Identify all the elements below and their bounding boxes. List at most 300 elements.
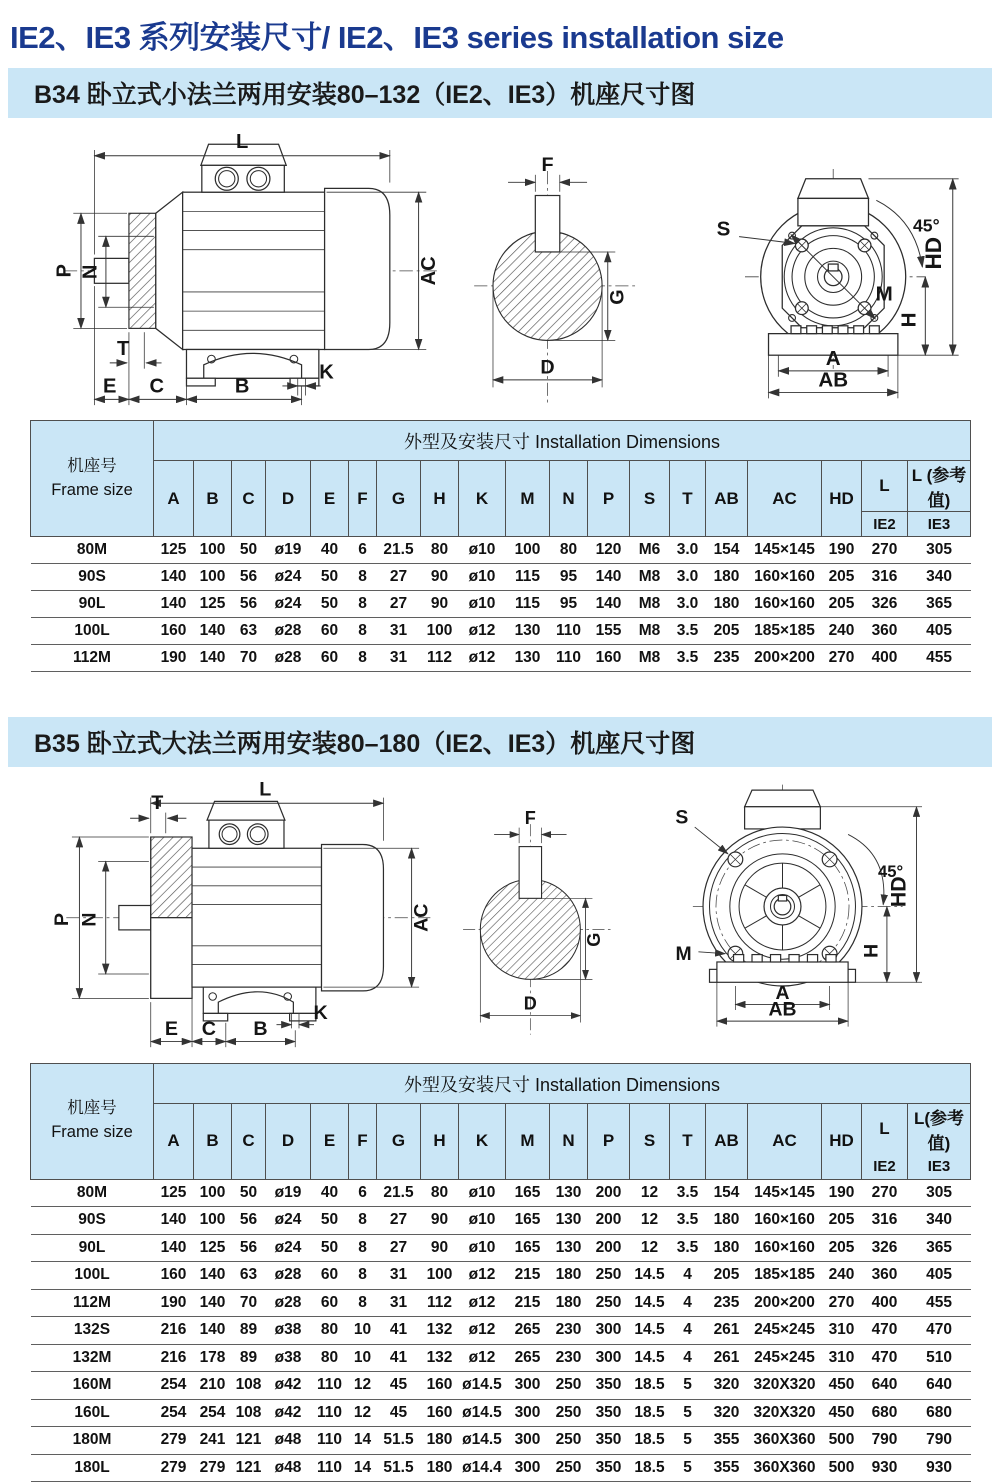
dimension-value-cell: 125 [194,1234,232,1262]
dim-label-AC: AC [417,256,440,286]
dimension-value-cell: 350 [588,1454,630,1482]
dimension-value-cell: ø28 [266,1289,311,1317]
dim-label-L: L [259,778,272,801]
dimension-value-cell: 205 [822,591,862,618]
dimension-value-cell: 100 [421,1262,459,1290]
dim-column-header: G [377,461,421,537]
dim-column-header: T [670,1104,706,1180]
dimension-value-cell: 21.5 [377,537,421,564]
dimension-value-cell: 200×200 [748,645,822,672]
dimension-value-cell: 40 [311,537,349,564]
dimension-value-cell: 90 [421,1234,459,1262]
dimension-value-cell: 50 [311,1207,349,1235]
dimension-value-cell: 300 [506,1427,550,1455]
dimension-value-cell: 100 [194,1179,232,1207]
dimension-value-cell: 60 [311,1262,349,1290]
frame-size-cell: 100L [31,618,154,645]
dim-label-T: T [117,338,130,361]
dim-label-G: G [584,932,605,947]
dimension-value-cell: 8 [349,645,377,672]
dim-label-G: G [606,289,629,305]
table-row [31,1344,971,1372]
dimension-value-cell: 31 [377,645,421,672]
shaft [119,905,151,929]
dimension-value-cell: 8 [349,1262,377,1290]
frame-size-cell: 112M [31,1289,154,1317]
dim-column-header: T [670,461,706,537]
dim-label-N: N [78,912,101,927]
dimension-value-cell: ø48 [266,1427,311,1455]
dimension-value-cell: 300 [588,1344,630,1372]
ie3-header: IE3 [908,512,971,537]
b34-dimensions-table [30,420,971,672]
dimension-value-cell: 70 [232,645,266,672]
dimension-value-cell: 130 [550,1179,588,1207]
dimension-value-cell: 21.5 [377,1179,421,1207]
dimension-value-cell: 180 [421,1427,459,1455]
dimension-value-cell: 405 [908,1262,971,1290]
dimension-value-cell: 680 [908,1399,971,1427]
dimension-value-cell: 320 [706,1372,748,1400]
dimension-value-cell: 8 [349,564,377,591]
frame-size-header-en: Frame size [51,1123,133,1142]
dimension-value-cell: 500 [822,1454,862,1482]
bell-housing [156,192,183,349]
flange-hatched [129,213,156,328]
dim-label-HD: HD [885,876,910,908]
dimension-value-cell: 930 [908,1454,971,1482]
table-row [31,564,971,591]
dim-label-K: K [313,1002,328,1025]
table-row [31,591,971,618]
dimension-value-cell: 154 [706,537,748,564]
dimension-value-cell: 56 [232,1234,266,1262]
ie2-header: IE2 [862,512,908,537]
dimension-value-cell: 310 [822,1344,862,1372]
dimension-value-cell: 140 [194,1262,232,1290]
motor-body [192,848,321,987]
dimension-value-cell: 14.5 [630,1289,670,1317]
dimension-value-cell: 12 [349,1399,377,1427]
dimension-value-cell: ø24 [266,591,311,618]
dim-column-header: K [459,461,506,537]
dimension-value-cell: 10 [349,1317,377,1345]
dimension-value-cell: 215 [506,1262,550,1290]
dimension-value-cell: 365 [908,1234,971,1262]
dimension-value-cell: 121 [232,1427,266,1455]
dimension-value-cell: 265 [506,1344,550,1372]
dimension-value-cell: 80 [311,1317,349,1345]
dim-label-H: H [860,943,883,958]
dim-column-header: E [311,461,349,537]
dim-label-45deg: 45° [912,215,940,236]
dim-column-header: HD [822,461,862,537]
dimension-value-cell: 160 [588,645,630,672]
dimension-value-cell: 108 [232,1372,266,1400]
dimension-value-cell: 470 [862,1344,908,1372]
dimension-value-cell: ø14.5 [459,1399,506,1427]
dimension-value-cell: ø38 [266,1317,311,1345]
dimension-value-cell: 310 [822,1317,862,1345]
dim-column-header: D [266,1104,311,1180]
frame-size-header-en: Frame size [51,480,133,499]
dimension-value-cell: M8 [630,591,670,618]
dimension-value-cell: 165 [506,1179,550,1207]
dimension-value-cell: 130 [550,1207,588,1235]
dimension-value-cell: 10 [349,1344,377,1372]
dimension-value-cell: 300 [588,1317,630,1345]
dim-column-header: P [588,461,630,537]
dimension-value-cell: 14 [349,1427,377,1455]
dim-column-header: C [232,461,266,537]
b34-drawings [0,118,1000,416]
dimension-value-cell: 60 [311,1289,349,1317]
dimension-value-cell: 360 [862,1262,908,1290]
dimension-value-cell: 40 [311,1179,349,1207]
dimension-value-cell: 245×245 [748,1317,822,1345]
dimension-value-cell: 140 [194,618,232,645]
dimension-value-cell: 254 [194,1399,232,1427]
dimension-value-cell: 178 [194,1344,232,1372]
dimension-value-cell: 112 [421,1289,459,1317]
dimension-value-cell: 18.5 [630,1372,670,1400]
dim-label-AB: AB [818,368,849,392]
dimension-value-cell: 180 [706,591,748,618]
key [828,264,838,271]
dim-label-D: D [540,356,555,379]
ie3-header: IE3 [908,1154,971,1179]
ie2-header: IE2 [862,1154,908,1179]
frame-size-cell: 90S [31,1207,154,1235]
dimension-value-cell: 100 [194,1207,232,1235]
dimension-value-cell: 3.0 [670,591,706,618]
dimension-value-cell: 279 [154,1454,194,1482]
dim-column-header: H [421,1104,459,1180]
dimension-value-cell: 261 [706,1344,748,1372]
dimension-value-cell: 180 [421,1454,459,1482]
dim-label-E: E [164,1017,178,1040]
frame-size-cell: 80M [31,1179,154,1207]
dimension-value-cell: 18.5 [630,1454,670,1482]
dimension-value-cell: ø10 [459,1179,506,1207]
dimension-value-cell: 510 [908,1344,971,1372]
b35-front-view-drawing [667,767,990,1059]
installation-dimensions-header: 外型及安装尺寸 Installation Dimensions [154,421,971,461]
dimension-value-cell: 360X360 [748,1454,822,1482]
table-row [31,645,971,672]
dimension-value-cell: 4 [670,1262,706,1290]
key [778,895,786,901]
dimension-value-cell: 160×160 [748,591,822,618]
dimension-value-cell: 245×245 [748,1344,822,1372]
frame-size-cell: 160M [31,1372,154,1400]
dimension-value-cell: 50 [311,591,349,618]
dimension-value-cell: 27 [377,1234,421,1262]
dim-label-HD: HD [920,237,946,270]
b35-table-body [31,1179,971,1482]
dimension-value-cell: 160×160 [748,1234,822,1262]
dimension-value-cell: 500 [822,1427,862,1455]
dim-label-F: F [541,154,554,177]
dim-label-A: A [775,981,790,1004]
dimension-value-cell: 340 [908,564,971,591]
dimension-value-cell: 200 [588,1207,630,1235]
frame-size-cell: 132M [31,1344,154,1372]
b34-shaft-section-drawing [461,118,696,416]
dim-column-header: N [550,1104,588,1180]
dimension-value-cell: 320X320 [748,1372,822,1400]
dimension-value-cell: 8 [349,591,377,618]
dimension-value-cell: M8 [630,645,670,672]
dim-label-B: B [234,375,250,398]
dimension-value-cell: 8 [349,1207,377,1235]
dimension-value-cell: 450 [822,1372,862,1400]
dimension-value-cell: 90 [421,1207,459,1235]
frame-size-cell: 100L [31,1262,154,1290]
dimension-value-cell: 270 [822,645,862,672]
dimension-value-cell: 41 [377,1317,421,1345]
dimension-value-cell: 250 [550,1399,588,1427]
table-row [31,1234,971,1262]
dimension-value-cell: 316 [862,1207,908,1235]
dim-label-D: D [523,993,537,1014]
foot-pad [290,1013,316,1021]
dim-column-header: AC [748,461,822,537]
l-column-header: L [862,461,908,512]
dimension-value-cell: 450 [822,1399,862,1427]
dim-column-header: A [154,1104,194,1180]
dim-label-F: F [524,808,536,829]
table-row [31,1427,971,1455]
table-row [31,1399,971,1427]
dim-column-header: AC [748,1104,822,1180]
flange-lower [151,918,192,999]
dimension-value-cell: 185×185 [748,618,822,645]
dimension-value-cell: 95 [550,591,588,618]
dimension-value-cell: 5 [670,1372,706,1400]
dimension-value-cell: 180 [550,1289,588,1317]
dimension-value-cell: 5 [670,1454,706,1482]
dimension-value-cell: 27 [377,564,421,591]
frame-size-header-cn: 机座号 [67,456,117,475]
dim-label-S: S [716,217,731,241]
dimension-value-cell: 205 [822,1207,862,1235]
dimension-value-cell: 45 [377,1372,421,1400]
terminal-box-lid [744,790,820,807]
table-row [31,1179,971,1207]
dimension-value-cell: 180 [550,1262,588,1290]
dimension-value-cell: 216 [154,1317,194,1345]
column-letters-row [31,1104,971,1155]
base-step [848,969,855,982]
dimension-value-cell: 110 [311,1454,349,1482]
dimension-value-cell: 154 [706,1179,748,1207]
dimension-value-cell: 12 [630,1179,670,1207]
dimension-value-cell: 120 [588,537,630,564]
dimension-value-cell: 235 [706,645,748,672]
dim-column-header: B [194,461,232,537]
dimension-value-cell: 145×145 [748,1179,822,1207]
dimension-value-cell: 110 [311,1427,349,1455]
b35-dimensions-table [30,1063,971,1482]
dim-label-C: C [201,1017,217,1040]
dimension-value-cell: 18.5 [630,1399,670,1427]
dimension-value-cell: 4 [670,1289,706,1317]
dimension-value-cell: 50 [232,1179,266,1207]
dimension-value-cell: 8 [349,618,377,645]
dimension-value-cell: 80 [421,1179,459,1207]
dimension-value-cell: 350 [588,1399,630,1427]
dimension-value-cell: M8 [630,618,670,645]
dimension-value-cell: 3.5 [670,1179,706,1207]
table-row [31,537,971,564]
dimension-value-cell: 279 [154,1427,194,1455]
l-column-header: L [862,1104,908,1155]
dimension-value-cell: 130 [550,1234,588,1262]
dimension-value-cell: 279 [194,1454,232,1482]
dimension-value-cell: 216 [154,1344,194,1372]
dimension-value-cell: 200 [588,1234,630,1262]
dimension-value-cell: 455 [908,645,971,672]
dimension-value-cell: 300 [506,1454,550,1482]
frame-size-header [31,1064,154,1180]
installation-dimensions-header: 外型及安装尺寸 Installation Dimensions [154,1064,971,1104]
dimension-value-cell: 241 [194,1427,232,1455]
dimension-value-cell: 240 [822,618,862,645]
motor-body [183,192,325,349]
dimension-value-cell: ø38 [266,1344,311,1372]
dimension-value-cell: 250 [588,1289,630,1317]
dimension-value-cell: 140 [194,645,232,672]
dimension-value-cell: 160×160 [748,1207,822,1235]
dim-column-header: M [506,1104,550,1180]
dimension-value-cell: 14 [349,1454,377,1482]
dimension-value-cell: 90 [421,591,459,618]
dimension-value-cell: 210 [194,1372,232,1400]
dimension-value-cell: 89 [232,1344,266,1372]
dimension-value-cell: 360 [862,618,908,645]
dimension-value-cell: 180 [706,564,748,591]
dimension-value-cell: 6 [349,537,377,564]
dimension-value-cell: 3.5 [670,618,706,645]
frame-size-cell: 160L [31,1399,154,1427]
dimension-value-cell: 680 [862,1399,908,1427]
dimension-value-cell: 190 [154,1289,194,1317]
dimension-value-cell: 250 [550,1454,588,1482]
dim-label-K: K [319,361,334,384]
dimension-value-cell: ø14.5 [459,1372,506,1400]
frame-size-cell: 132S [31,1317,154,1345]
dimension-value-cell: 470 [862,1317,908,1345]
dimension-value-cell: 254 [154,1399,194,1427]
foot-pad [186,378,215,386]
dimension-value-cell: 326 [862,1234,908,1262]
dim-column-header: HD [822,1104,862,1180]
dimension-value-cell: ø28 [266,645,311,672]
table-row [31,1207,971,1235]
dim-column-header: M [506,461,550,537]
dimension-value-cell: 140 [154,564,194,591]
l-ref-column-header: L (参考值) [908,461,971,512]
dimension-value-cell: 112 [421,645,459,672]
dim-label-H: H [897,312,921,328]
dimension-value-cell: 455 [908,1289,971,1317]
dimension-value-cell: 45 [377,1399,421,1427]
dimension-value-cell: 235 [706,1289,748,1317]
dim-column-header: A [154,461,194,537]
page-title: IE2、IE3 系列安装尺寸/ IE2、IE3 series installation size [10,20,784,55]
dimension-value-cell: 110 [550,645,588,672]
dim-label-S: S [674,806,688,829]
frame-size-cell: 112M [31,645,154,672]
dimension-value-cell: 180 [706,1207,748,1235]
table-row [31,1454,971,1482]
dimension-value-cell: 230 [550,1317,588,1345]
dimension-value-cell: 31 [377,1289,421,1317]
dimension-value-cell: 14.5 [630,1344,670,1372]
dimension-value-cell: 8 [349,1234,377,1262]
dimension-value-cell: 80 [421,537,459,564]
frame-size-cell: 180M [31,1427,154,1455]
base-step [709,969,716,982]
dimension-value-cell: 3.0 [670,564,706,591]
dimension-value-cell: 270 [822,1289,862,1317]
fan-cowl [325,188,390,349]
dimension-value-cell: 3.0 [670,537,706,564]
dim-label-P: P [51,912,74,927]
b34-front-view-drawing [696,118,990,416]
dim-column-header: F [349,1104,377,1180]
dimension-value-cell: 100 [194,564,232,591]
dim-label-B: B [253,1017,268,1040]
dimension-value-cell: 261 [706,1317,748,1345]
dim-label-E: E [103,375,117,398]
dimension-value-cell: 340 [908,1207,971,1235]
dimension-value-cell: ø10 [459,537,506,564]
keyway [519,847,541,899]
dimension-value-cell: ø19 [266,1179,311,1207]
dim-column-header: H [421,461,459,537]
dimension-value-cell: 180 [706,1234,748,1262]
dimension-value-cell: 14.5 [630,1262,670,1290]
dimension-value-cell: 350 [588,1427,630,1455]
dimension-value-cell: 121 [232,1454,266,1482]
dim-column-header: AB [706,461,748,537]
dimension-value-cell: 145×145 [748,537,822,564]
dim-column-header: S [630,1104,670,1180]
frame-size-cell: 90L [31,591,154,618]
b34-table-body [31,537,971,672]
dimension-value-cell: 6 [349,1179,377,1207]
dimension-value-cell: 5 [670,1427,706,1455]
dimension-value-cell: 165 [506,1234,550,1262]
dimension-value-cell: 18.5 [630,1427,670,1455]
dimension-value-cell: 200 [588,1179,630,1207]
dimension-value-cell: 205 [822,564,862,591]
dimension-value-cell: 140 [154,591,194,618]
dimension-value-cell: 265 [506,1317,550,1345]
dimension-value-cell: 400 [862,645,908,672]
dimension-value-cell: 56 [232,1207,266,1235]
dimension-value-cell: ø14.4 [459,1454,506,1482]
dimension-value-cell: 790 [862,1427,908,1455]
dimension-value-cell: 100 [421,618,459,645]
dimension-value-cell: 270 [862,537,908,564]
b35-shaft-section-drawing [451,767,667,1059]
dimension-value-cell: 115 [506,591,550,618]
dimension-value-cell: 790 [908,1427,971,1455]
dimension-value-cell: 110 [311,1372,349,1400]
